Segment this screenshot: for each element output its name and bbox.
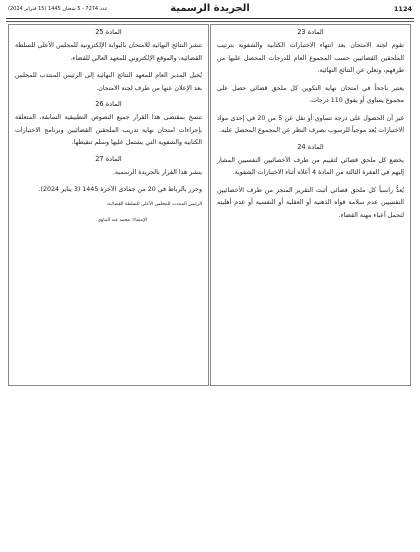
article-25-paragraph: يُحيل المدير العام للمعهد النتائج النهائية إلى الرئيس المنتدب للمجلس بعد الإعلان عنها من طرف لجنة الامتحان.	[15, 72, 202, 92]
signature-line	[15, 218, 202, 223]
signature-name: محمد عبد النباوي.	[96, 217, 131, 223]
article-24-paragraph: يخضع كل ملحق قضائي لتقييم من طرف الأخصائيين النفسيين المشار إليهم في الفقرة الثالثة من المادة 4 أعلاه أثناء الاختبارات الشفوية.	[217, 156, 404, 176]
article-23-paragraph: تقوم لجنة الامتحان بعد انتهاء الاختبارات الكتابية والشفوية بترتيب الملحقين القضائيين حسب المجموع العام للدرجات المحصل عليها من طرفهم، وتعلن عن النتائج النهائية.	[217, 42, 404, 74]
article-27-paragraph: وحرر بالرباط في 20 من جمادى الآخرة 1445 (3 يناير 2024).	[38, 186, 202, 193]
right-column	[210, 24, 411, 386]
header-rule	[6, 18, 414, 19]
article-23-paragraph: يعتبر ناجحاً في امتحان نهاية التكوين كل ملحق قضائي حصل على مجموع يساوي أو يفوق 110 درجات.	[217, 84, 404, 104]
journal-title: الجريدة الرسمية	[170, 3, 250, 14]
article-23-title: المادة 23	[297, 28, 324, 36]
issue-info: عدد 7274 - 5 شعبان 1445 (15 فبراير 2024)	[8, 6, 108, 12]
signature-role: الرئيس المنتدب للمجلس الأعلى للسلطة القضائية،	[106, 201, 202, 207]
article-24-paragraph: يُعدُّ راسباً كل ملحق قضائي أثبت التقرير المنجز من طرف الأخصائيين النفسيين عدم سلامة قواه الذهنية أو العقلية أو النفسية أو عدم أهليته لتحمل أعباء مهنة القضاء.	[217, 186, 404, 219]
article-24-title: المادة 24	[297, 142, 324, 151]
article-25-paragraph: تنشر النتائج النهائية للامتحان بالبوابة الإلكترونية للمجلس الأعلى للسلطة القضائية، والموقع الإلكتروني للمعهد العالي للقضاء.	[15, 42, 202, 62]
article-26-paragraph: تنسخ بمقتضى هذا القرار جميع النصوص التطبيقية السابقة، المتعلقة بإجراءات امتحان نهاية تدريب الملحقين القضائيين وبرنامج الاختبارات الكتابية والشفوية التي يشتمل عليها وسلم تنقيطها.	[15, 114, 202, 146]
article-27-title: المادة 27	[95, 154, 122, 163]
article-27-paragraph: ينشر هذا القرار بالجريدة الرسمية.	[112, 168, 202, 176]
article-23-paragraph: غير أن الحصول على درجة تساوي أو تقل عن 5 من 20 في إحدى مواد الاختبارات يُعد موجباً للرسوب بصرف النظر عن المجموع المحصل عليه.	[217, 114, 405, 134]
page-header	[8, 4, 412, 18]
article-26-title: المادة 26	[95, 100, 122, 108]
left-column	[8, 24, 209, 386]
article-25-title: المادة 25	[95, 28, 122, 36]
page-number: 1124	[393, 5, 412, 13]
header-rule-thin	[6, 21, 414, 22]
signature-signed-label: الإمضاء:	[131, 217, 147, 223]
